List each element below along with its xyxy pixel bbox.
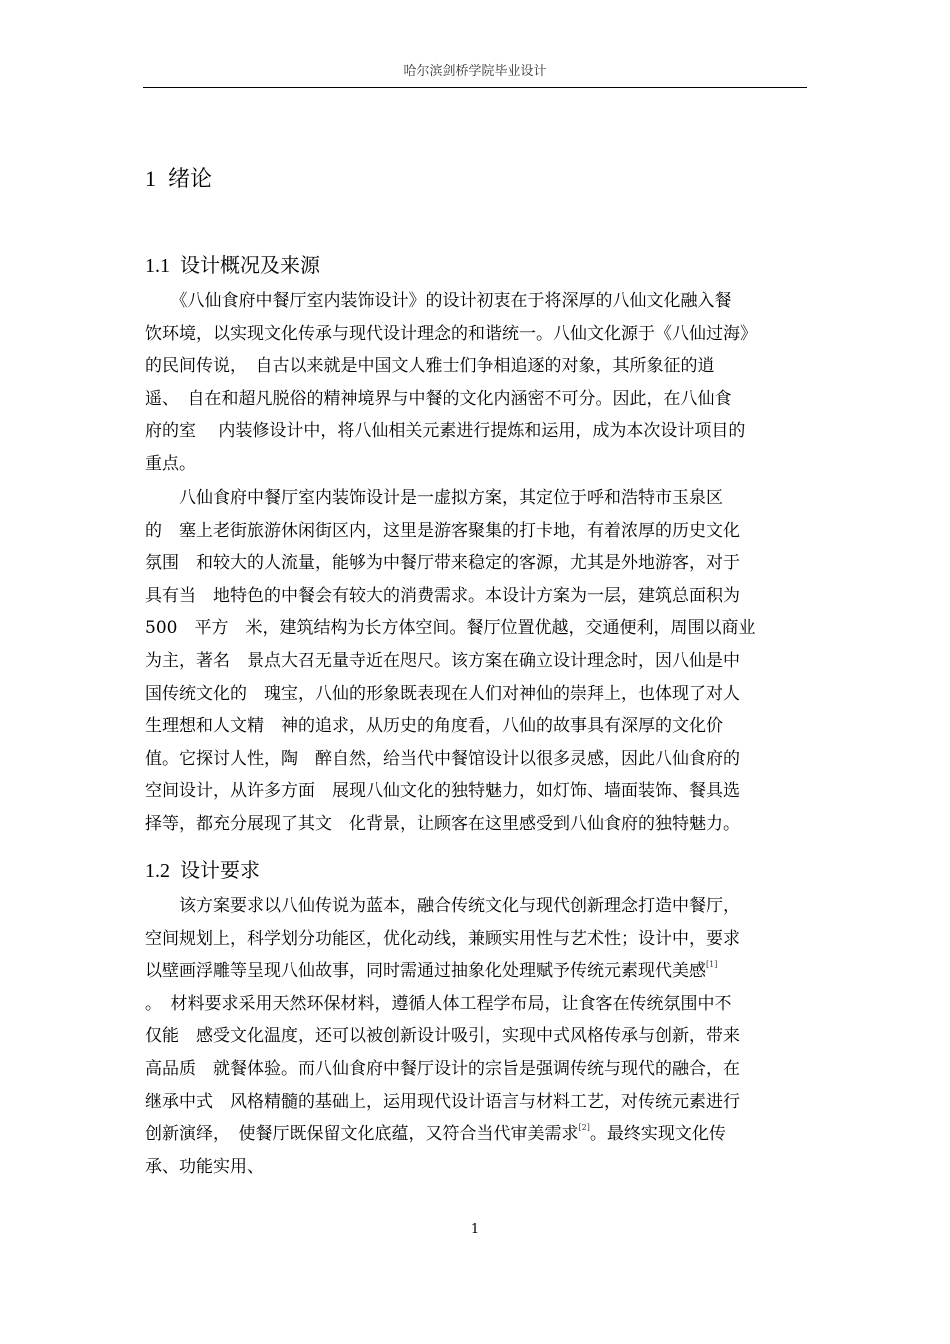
text-line: 的 塞上老街旅游休闲街区内，这里是游客聚集的打卡地，有着浓厚的历史文化 [145,520,740,541]
section-number: 1.2 [145,860,170,882]
page-header: 哈尔滨剑桥学院毕业设计 [403,64,547,79]
text-segment: 以壁画浮雕等呈现八仙故事，同时需通过抽象化处理赋予传统元素现代美感 [145,961,706,982]
text-segment: 创新演绎， 使餐厅既保留文化底蕴，又符合当代审美需求 [145,1124,579,1145]
text-line [145,955,809,988]
chapter-title: 绪论 [168,167,213,192]
chapter-heading [145,164,212,195]
text-line: 遥、 自在和超凡脱俗的精神境界与中餐的文化内涵密不可分。因此，在八仙食 [145,388,732,409]
text-line: 八仙食府中餐厅室内装饰设计是一虚拟方案，其定位于呼和浩特市玉泉区 [145,488,723,508]
paragraph-project-overview [145,482,809,841]
paragraph-design-origin [145,285,809,481]
section-title: 设计要求 [180,858,260,882]
header-divider [143,87,807,88]
text-segment: 。最终实现文化传 [589,1124,726,1145]
text-line: 饮环境，以实现文化传承与现代设计理念的和谐统一。八仙文化源于《八仙过海》 [145,323,757,344]
text-line: 高品质 就餐体验。而八仙食府中餐厅设计的宗旨是强调传统与现代的融合，在 [145,1058,740,1079]
section-title: 设计概况及来源 [180,253,320,277]
text-line: 继承中式 风格精髓的基础上，运用现代设计语言与材料工艺，对传统元素进行 [145,1091,740,1112]
paragraph-design-requirements [145,890,809,1183]
text-line: 府的室 内装修设计中，将八仙相关元素进行提炼和运用，成为本次设计项目的 [145,421,746,442]
text-line: 仅能 感受文化温度，还可以被创新设计吸引，实现中式风格传承与创新，带来 [145,1026,740,1047]
text-line: 择等，都充分展现了其文 化背景，让顾客在这里感受到八仙食府的独特魅力。 [145,813,740,834]
text-line: 500 平方 米，建筑结构为长方体空间。餐厅位置优越，交通便利，周围以商业 [145,618,756,639]
citation-ref-2[interactable]: [2] [578,1123,590,1133]
text-line: 《八仙食府中餐厅室内装饰设计》的设计初衷在于将深厚的八仙文化融入餐 [145,291,732,311]
text-line [145,1118,809,1151]
text-line: 值。它探讨人性，陶 醉自然，给当代中餐馆设计以很多灵感，因此八仙食府的 [145,748,740,769]
text-line: 为主，著名 景点大召无量寺近在咫尺。该方案在确立设计理念时，因八仙是中 [145,650,740,671]
text-line: 具有当 地特色的中餐会有较大的消费需求。本设计方案为一层，建筑总面积为 [145,585,740,606]
page-number: 1 [470,1222,480,1237]
text-line: 。 材料要求采用天然环保材料，遵循人体工程学布局，让食客在传统氛围中不 [145,993,732,1014]
chapter-number: 1 [145,166,156,191]
citation-ref-1[interactable]: [1] [706,960,718,970]
text-line: 重点。 [145,453,196,474]
text-line: 空间设计，从许多方面 展现八仙文化的独特魅力，如灯饰、墙面装饰、餐具选 [145,781,740,802]
text-line: 国传统文化的 瑰宝，八仙的形象既表现在人们对神仙的崇拜上，也体现了对人 [145,683,740,704]
section-heading-1-1 [145,251,320,280]
text-line: 承、功能实用、 [145,1156,264,1177]
text-line: 该方案要求以八仙传说为蓝本，融合传统文化与现代创新理念打造中餐厅， [145,896,740,916]
section-heading-1-2 [145,856,260,885]
text-line: 氛围 和较大的人流量，能够为中餐厅带来稳定的客源，尤其是外地游客，对于 [145,553,740,574]
text-line: 空间规划上，科学划分功能区，优化动线，兼顾实用性与艺术性；设计中，要求 [145,928,740,949]
text-line: 生理想和人文精 神的追求，从历史的角度看，八仙的故事具有深厚的文化价 [145,716,723,737]
text-line: 的民间传说， 自古以来就是中国文人雅士们争相追逐的对象，其所象征的逍 [145,356,715,377]
section-number: 1.1 [145,255,170,277]
